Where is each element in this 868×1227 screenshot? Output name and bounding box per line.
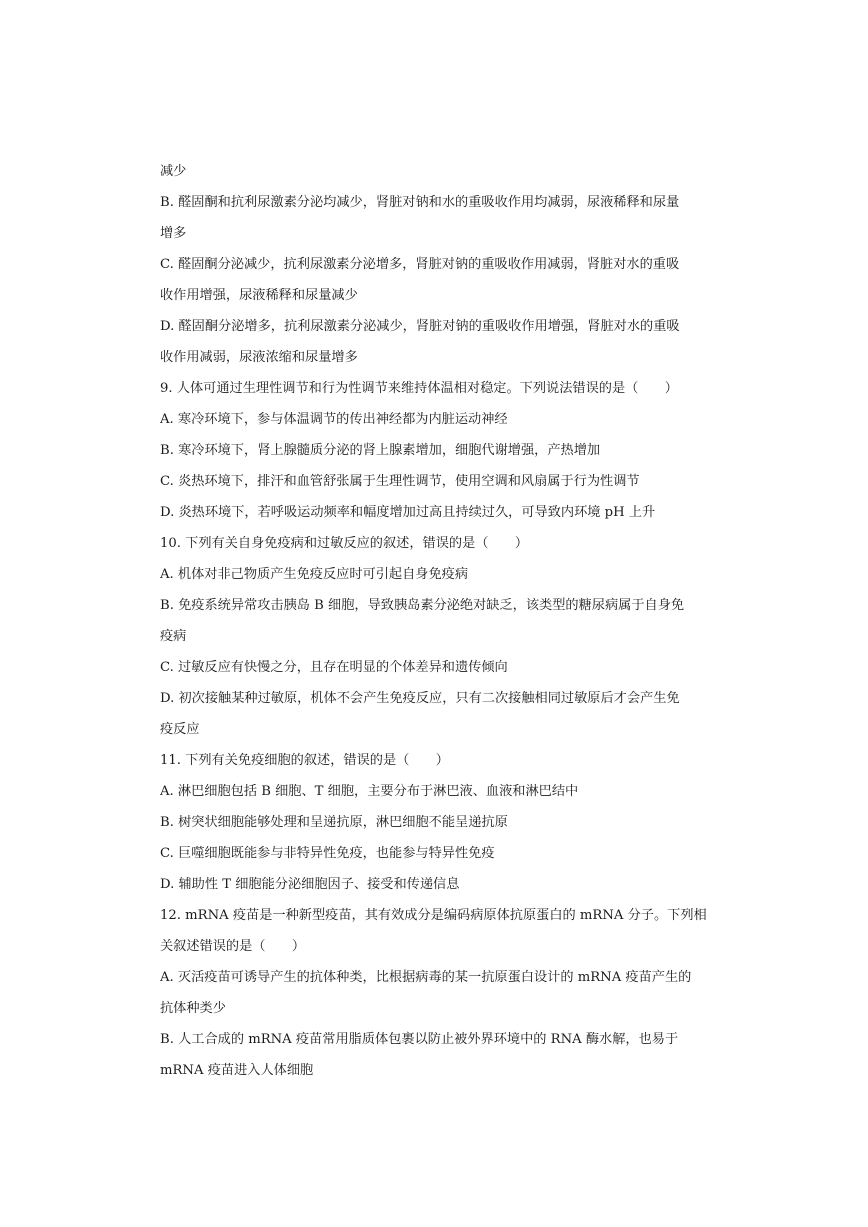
question-9-option-c: C. 炎热环境下，排汗和血管舒张属于生理性调节，使用空调和风扇属于行为性调节	[160, 474, 640, 489]
question-10-option-b: B. 免疫系统异常攻击胰岛 B 细胞，导致胰岛素分泌绝对缺乏，该类型的糖尿病属于自身免	[160, 598, 685, 613]
question-11-option-b: B. 树突状细胞能够处理和呈递抗原，淋巴细胞不能呈递抗原	[160, 815, 508, 830]
question-10-stem: 10. 下列有关自身免疫病和过敏反应的叙述，错误的是（ ）	[160, 536, 529, 551]
text-line: 增多	[160, 226, 187, 241]
text-line: D. 醛固酮分泌增多，抗利尿激素分泌减少，肾脏对钠的重吸收作用增强，肾脏对水的重吸	[160, 319, 680, 334]
text-line: 收作用增强，尿液稀释和尿量减少	[160, 288, 358, 303]
text-line: 关叙述错误的是（ ）	[160, 939, 306, 954]
text-line: B. 醛固酮和抗利尿激素分泌均减少，肾脏对钠和水的重吸收作用均减弱，尿液稀释和尿量	[160, 195, 680, 210]
text-line: 减少	[160, 164, 187, 179]
question-9-option-d: D. 炎热环境下，若呼吸运动频率和幅度增加过高且持续过久，可导致内环境 pH 上升	[160, 505, 656, 520]
question-9-stem: 9. 人体可通过生理性调节和行为性调节来维持体温相对稳定。下列说法错误的是（ ）	[160, 381, 678, 396]
text-line: 收作用减弱，尿液浓缩和尿量增多	[160, 350, 358, 365]
text-line: mRNA 疫苗进入人体细胞	[160, 1063, 314, 1078]
question-9-option-a: A. 寒冷环境下，参与体温调节的传出神经都为内脏运动神经	[160, 412, 508, 427]
question-10-option-d: D. 初次接触某种过敏原，机体不会产生免疫反应，只有二次接触相同过敏原后才会产生免	[160, 691, 680, 706]
text-line: 疫病	[160, 629, 187, 644]
question-10-option-c: C. 过敏反应有快慢之分，且存在明显的个体差异和遗传倾向	[160, 660, 508, 675]
question-10-option-a: A. 机体对非己物质产生免疫反应时可引起自身免疫病	[160, 567, 469, 582]
question-12-option-b: B. 人工合成的 mRNA 疫苗常用脂质体包裹以防止被外界环境中的 RNA 酶水解，也易于	[160, 1032, 679, 1047]
question-12-stem: 12. mRNA 疫苗是一种新型疫苗，其有效成分是编码病原体抗原蛋白的 mRNA 分子。下列相	[160, 908, 707, 923]
question-11-option-d: D. 辅助性 T 细胞能分泌细胞因子、接受和传递信息	[160, 877, 460, 892]
document-body	[160, 156, 720, 1086]
question-11-option-c: C. 巨噬细胞既能参与非特异性免疫，也能参与特异性免疫	[160, 846, 495, 861]
question-9-option-b: B. 寒冷环境下，肾上腺髓质分泌的肾上腺素增加，细胞代谢增强，产热增加	[160, 443, 601, 458]
question-11-stem: 11. 下列有关免疫细胞的叙述，错误的是（ ）	[160, 753, 449, 768]
question-11-option-a: A. 淋巴细胞包括 B 细胞、T 细胞，主要分布于淋巴液、血液和淋巴结中	[160, 784, 579, 799]
text-line: C. 醛固酮分泌减少，抗利尿激素分泌增多，肾脏对钠的重吸收作用减弱，肾脏对水的重吸	[160, 257, 680, 272]
text-line: 疫反应	[160, 722, 200, 737]
question-12-option-a: A. 灭活疫苗可诱导产生的抗体种类，比根据病毒的某一抗原蛋白设计的 mRNA 疫苗产生的	[160, 970, 692, 985]
text-line: 抗体种类少	[160, 1001, 226, 1016]
